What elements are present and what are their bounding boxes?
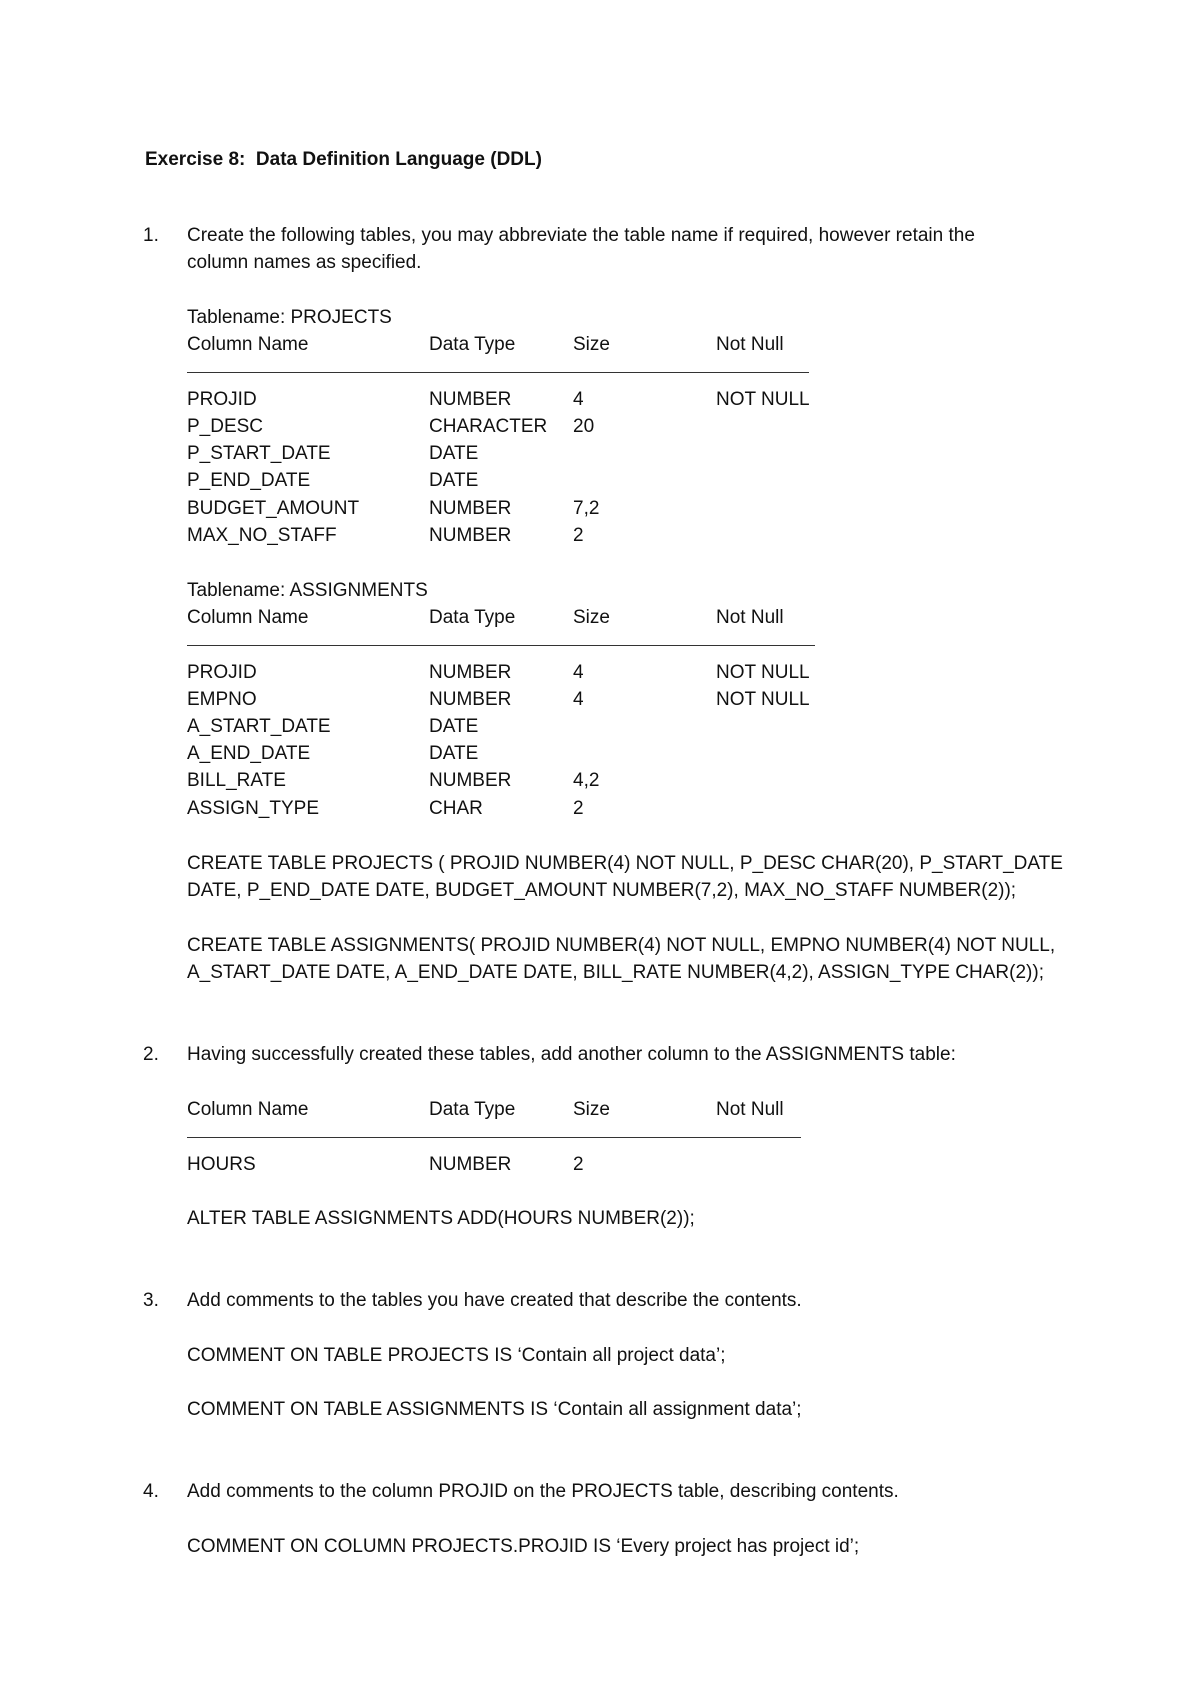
table-header-not-null: Not Null [716,607,784,628]
cell-size: 7,2 [573,498,600,519]
cell-size: 4 [573,389,584,410]
cell-column-name: A_START_DATE [187,716,331,737]
table-header-size: Size [573,334,610,355]
table-header-data-type: Data Type [429,607,516,628]
cell-size: 20 [573,416,595,437]
cell-column-name: P_START_DATE [187,443,331,464]
table-divider [187,645,815,646]
cell-data-type: NUMBER [429,1154,512,1175]
cell-data-type: CHARACTER [429,416,548,437]
table-header-not-null: Not Null [716,1099,784,1120]
cell-size: 4 [573,662,584,683]
cell-size: 4,2 [573,770,600,791]
cell-size: 2 [573,798,584,819]
sql-create-projects: CREATE TABLE PROJECTS ( PROJID NUMBER(4) NOT NULL, P_DESC CHAR(20), P_START_DATE [187,853,1063,874]
sql-alter-assignments: ALTER TABLE ASSIGNMENTS ADD(HOURS NUMBER(2)); [187,1208,695,1229]
question-1-text-continued: column names as specified. [187,252,422,273]
cell-not-null: NOT NULL [716,662,810,683]
cell-data-type: NUMBER [429,662,512,683]
table-header-column-name: Column Name [187,607,309,628]
cell-data-type: DATE [429,743,479,764]
sql-create-projects-continued: DATE, P_END_DATE DATE, BUDGET_AMOUNT NUMBER(7,2), MAX_NO_STAFF NUMBER(2)); [187,880,1017,901]
sql-comment-assignments: COMMENT ON TABLE ASSIGNMENTS IS ‘Contain all assignment data’; [187,1399,802,1420]
cell-data-type: NUMBER [429,770,512,791]
cell-data-type: DATE [429,470,479,491]
sql-comment-column-projid: COMMENT ON COLUMN PROJECTS.PROJID IS ‘Every project has project id’; [187,1536,860,1557]
cell-column-name: BILL_RATE [187,770,286,791]
question-3-number: 3. [143,1290,159,1311]
question-4-number: 4. [143,1481,159,1502]
projects-tablename: Tablename: PROJECTS [187,307,392,328]
question-4-text: Add comments to the column PROJID on the PROJECTS table, describing contents. [187,1481,899,1502]
cell-column-name: ASSIGN_TYPE [187,798,319,819]
question-1-number: 1. [143,225,159,246]
cell-size: 2 [573,1154,584,1175]
sql-create-assignments-continued: A_START_DATE DATE, A_END_DATE DATE, BILL_RATE NUMBER(4,2), ASSIGN_TYPE CHAR(2)); [187,962,1044,983]
table-header-data-type: Data Type [429,334,516,355]
table-header-size: Size [573,1099,610,1120]
table-header-column-name: Column Name [187,334,309,355]
cell-column-name: P_END_DATE [187,470,311,491]
page-title: Exercise 8: Data Definition Language (DDL) [145,149,542,170]
table-divider [187,372,809,373]
cell-column-name: PROJID [187,662,257,683]
table-divider [187,1137,801,1138]
table-header-not-null: Not Null [716,334,784,355]
table-header-data-type: Data Type [429,1099,516,1120]
cell-not-null: NOT NULL [716,389,810,410]
question-2-number: 2. [143,1044,159,1065]
cell-size: 2 [573,525,584,546]
cell-data-type: NUMBER [429,525,512,546]
cell-data-type: DATE [429,443,479,464]
table-header-column-name: Column Name [187,1099,309,1120]
sql-create-assignments: CREATE TABLE ASSIGNMENTS( PROJID NUMBER(4) NOT NULL, EMPNO NUMBER(4) NOT NULL, [187,935,1056,956]
table-header-size: Size [573,607,610,628]
cell-data-type: DATE [429,716,479,737]
cell-not-null: NOT NULL [716,689,810,710]
cell-column-name: MAX_NO_STAFF [187,525,337,546]
cell-column-name: BUDGET_AMOUNT [187,498,360,519]
cell-data-type: NUMBER [429,498,512,519]
cell-column-name: HOURS [187,1154,256,1175]
assignments-tablename: Tablename: ASSIGNMENTS [187,580,428,601]
cell-column-name: A_END_DATE [187,743,311,764]
cell-column-name: PROJID [187,389,257,410]
question-1-text: Create the following tables, you may abbreviate the table name if required, however retain the [187,225,975,246]
question-3-text: Add comments to the tables you have created that describe the contents. [187,1290,802,1311]
cell-data-type: NUMBER [429,689,512,710]
sql-comment-projects: COMMENT ON TABLE PROJECTS IS ‘Contain all project data’; [187,1345,726,1366]
question-2-text: Having successfully created these tables, add another column to the ASSIGNMENTS table: [187,1044,956,1065]
cell-column-name: EMPNO [187,689,257,710]
cell-data-type: NUMBER [429,389,512,410]
cell-size: 4 [573,689,584,710]
cell-column-name: P_DESC [187,416,264,437]
cell-data-type: CHAR [429,798,483,819]
